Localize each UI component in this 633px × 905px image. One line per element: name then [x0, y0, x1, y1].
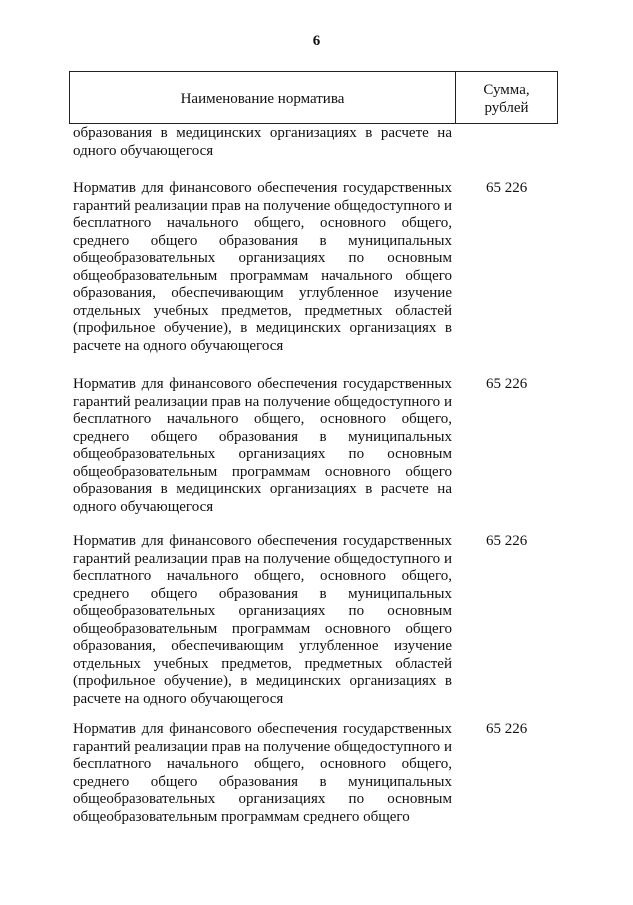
row-text-line: образования, обеспечивающим углубленное изучение	[73, 285, 452, 301]
table-row-name	[73, 533, 452, 708]
row-text-line: бесплатного начального общего, основного общего,	[73, 568, 452, 584]
row-text-line: Норматив для финансового обеспечения государственных	[73, 533, 452, 549]
row-text-line: гарантий реализации прав на получение общедоступного и	[73, 393, 452, 410]
table-row-name	[73, 180, 452, 355]
row-text-line: образования в медицинских организациях в расчете на	[73, 481, 452, 497]
page-number: 6	[312, 33, 321, 49]
row-text-line: бесплатного начального общего, основного общего,	[73, 411, 452, 427]
table-row-name	[73, 721, 452, 826]
row-text-line: (профильное обучение), в медицинских организациях в	[73, 320, 452, 336]
table-row-sum: 65 226	[486, 533, 528, 549]
row-text-line: бесплатного начального общего, основного общего,	[73, 756, 452, 772]
row-text-line: одного обучающегося	[73, 142, 214, 159]
row-text-line: бесплатного начального общего, основного общего,	[73, 215, 452, 231]
row-text-line: Норматив для финансового обеспечения государственных	[73, 180, 452, 196]
row-text-line: среднего общего образования в муниципальных	[73, 585, 452, 602]
row-text-line: гарантий реализации прав на получение общедоступного и	[73, 550, 452, 567]
row-text-line: среднего общего образования в муниципальных	[73, 232, 452, 249]
row-text-line: образования, обеспечивающим углубленное изучение	[73, 638, 452, 654]
table-row-sum: 65 226	[486, 180, 528, 196]
row-text-line: гарантий реализации прав на получение общедоступного и	[73, 738, 452, 755]
row-text-line: расчете на одного обучающегося	[73, 337, 284, 354]
table-row-sum: 65 226	[486, 376, 528, 392]
header-name-label: Наименование норматива	[180, 91, 345, 107]
row-text-line: отдельных учебных предметов, предметных областей	[73, 655, 452, 672]
row-text-line: общеобразовательным программам начального общего	[73, 267, 452, 284]
header-name-cell	[70, 72, 456, 123]
row-text-line: Норматив для финансового обеспечения государственных	[73, 721, 452, 737]
table-header	[69, 71, 558, 124]
table-row-sum: 65 226	[486, 721, 528, 737]
row-text-line: общеобразовательным программам основного общего	[73, 463, 452, 480]
row-text-line: общеобразовательных организациях по основным	[73, 250, 452, 266]
row-text-line: общеобразовательным программам среднего общего	[73, 808, 410, 825]
row-text-line: отдельных учебных предметов, предметных областей	[73, 302, 452, 319]
row-text-line: одного обучающегося	[73, 498, 214, 515]
row-text-line: среднего общего образования в муниципальных	[73, 428, 452, 445]
row-text-line: общеобразовательным программам основного общего	[73, 620, 452, 637]
row-text-line: общеобразовательных организациях по основным	[73, 603, 452, 619]
header-sum-label-line2: рублей	[484, 100, 529, 116]
table-row-name	[73, 376, 452, 516]
row-text-line: образования в медицинских организациях в расчете на	[73, 125, 452, 141]
row-text-line: (профильное обучение), в медицинских организациях в	[73, 673, 452, 689]
row-text-line: общеобразовательных организациях по основным	[73, 791, 452, 807]
row-text-line: среднего общего образования в муниципальных	[73, 773, 452, 790]
row-text-line: Норматив для финансового обеспечения государственных	[73, 376, 452, 392]
header-sum-cell	[456, 72, 557, 123]
table-row-name	[73, 125, 452, 160]
row-text-line: общеобразовательных организациях по основным	[73, 446, 452, 462]
header-sum-label-line1: Сумма,	[483, 82, 530, 98]
row-text-line: гарантий реализации прав на получение общедоступного и	[73, 197, 452, 214]
row-text-line: расчете на одного обучающегося	[73, 690, 284, 707]
